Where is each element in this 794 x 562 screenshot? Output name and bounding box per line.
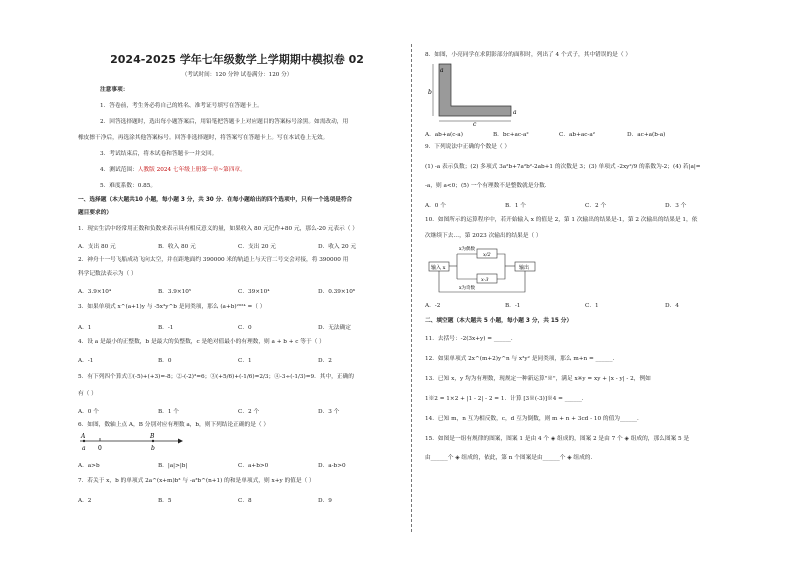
label-zero: 0 [98,445,102,452]
q14-text: 14．已知 m，n 互为相反数，c，d 互为倒数，则 m + n + 3cd - 10 的值为______． [425,416,643,422]
q1-text: 1．现实生活中经常用正数和负数来表示具有相反意义的量，如果收入 80 元记作+80 元，那么-20 元表示（ ） [78,226,358,232]
q6-option-a: A．a>b [78,463,100,469]
q3-option-b: B．-1 [158,325,174,331]
q8-option-b: B．bc+ac-a² [493,132,529,138]
q8-option-c: C．ab+ac-a² [559,132,596,138]
test-scope: 人教版 2024 七年级上册第一章~第四章。 [137,167,246,173]
q3-option-c: C．0 [238,325,252,331]
q5-option-c: C．2 个 [238,409,260,415]
label-a: a [82,445,86,452]
q1-option-a: A．支出 80 元 [78,244,116,250]
q10-text-2: 次继续下去…，第 2023 次输出的结果是（ ） [425,233,542,239]
point-a [83,440,85,442]
q1-option-d: D．收入 20 元 [318,244,357,250]
section2-heading: 二、填空题（本大题共 5 小题，每小题 3 分，共 15 分） [425,318,573,324]
q8-option-d: D．ac+a(b-a) [627,132,666,138]
note-1: 1．答卷前，考生务必将自己的姓名、准考证号填写在答题卡上。 [100,103,263,109]
q4-option-c: C．1 [238,358,252,364]
q3-option-a: A．1 [78,325,92,331]
section1-heading-1: 一、选择题（本大题共10 小题，每小题 3 分，共 30 分．在每小题给出的四个选项中，只有一个选项是符合 [78,197,353,203]
number-line-figure [78,431,188,455]
note-3: 3．考试结束后，将本试卷和答题卡一并交回。 [100,151,218,157]
q10-text-1: 10．如图所示的运算程序中，若开始输入 x 的值是 2，第 1 次输出的结果是-1，第 2 次输出的结果是 1，依 [425,217,698,223]
q4-options [78,355,332,364]
column-divider [411,44,412,532]
note-4-prefix: 4．测试范围： [100,167,138,173]
q9-option-b: B．1 个 [505,203,526,209]
q5-text-2: 有（ ） [78,391,97,397]
q4-option-a: A．-1 [78,358,94,364]
q13-text-2: 1※2 = 1×2 + |1 - 2| - 2 = 1．计算 [3※(-3)]※4 = ______． [425,396,588,402]
q10-option-d: D．4 [665,303,679,309]
q8-text: 8．如图，小亮同学在求阴影部分的面积时，列出了 4 个式子，其中错误的是（ ） [425,52,632,58]
q7-option-a: A．2 [78,498,92,504]
output-label: 输出 [519,265,530,271]
note-2a: 2．回答选择题时，选出每小题答案后，用铅笔把答题卡上对应题目的答案标号涂黑。如需改动，用 [100,119,349,125]
flowchart-figure [427,244,542,294]
q3-option-d: D．无法确定 [318,325,351,331]
input-label: 输入 x [431,265,446,271]
q9-text-1: 9．下列说法中正确的个数是（ ） [425,144,511,150]
q3-text: 3．如果单项式 x^(a+1)y 与 -5x³y^b 是同类项，那么 (a+b)²⁰²⁴ =（ ） [78,304,266,310]
dim-a-right: a [513,109,517,116]
q10-option-a: A．-2 [425,303,441,309]
q2-options [78,286,355,295]
q9-options [425,200,686,209]
q10-options [425,300,679,309]
q11-text: 11．去括号：-2(3x+y) = ______． [425,336,517,342]
q15-text-2: 由______个 ◈ 组成的，依此，第 n 个图案是由______个 ◈ 组成的． [425,455,597,461]
q1-options [78,241,356,250]
q7-option-b: B．5 [158,498,172,504]
q1-option-c: C．支出 20 元 [238,244,276,250]
notes-heading: 注意事项： [100,87,129,93]
halve-label: x/2 [483,252,491,258]
q9-option-c: C．2 个 [585,203,607,209]
q5-options [78,406,339,415]
minus-three-label: x-3 [481,277,489,283]
q12-text: 12．如果单项式 2x^(m+2)y^n 与 x³y² 是同类项，那么 m+n = ______． [425,356,619,362]
q4-option-d: D．2 [318,358,332,364]
q6-option-d: D．a-b>0 [318,463,346,469]
q5-text-1: 5．有下列四个算式①(-5)+(+3)=-8；②-(-2)³=6；③(+5/6)+(-1/6)=2/3；④-3÷(-1/3)=9．其中，正确的 [78,374,354,380]
q6-option-c: C．a+b>0 [238,463,269,469]
section1-heading-2: 题目要求的） [78,210,113,216]
q15-text-1: 15．如图是一组有规律的图案，图案 1 是由 4 个 ◈ 组成的，图案 2 是由 7 个 ◈ 组成的，那么图案 5 是 [425,436,690,442]
q5-option-b: B．1 个 [158,409,179,415]
q10-option-b: B．-1 [505,303,521,309]
q6-text: 6．如图，数轴上点 A，B 分别对应有理数 a，b，则下列结论正确的是（ ） [78,422,270,428]
q13-text-1: 13．已知 x，y 均为有理数，现规定一种新运算"※"，满足 x※y = xy + |x - y| - 2，例如 [425,376,651,382]
q10-option-c: C．1 [585,303,599,309]
q6-options [78,460,346,469]
dim-a-top: a [440,67,444,74]
exam-subtitle: （考试时间：120 分钟 试卷满分：120 分） [181,72,293,78]
right-column [425,0,770,562]
q2-option-b: B．3.9×10⁵ [158,289,192,295]
q6-option-b: B．|a|>|b| [158,463,188,469]
number-line-arrow [178,439,183,444]
q7-option-d: D．9 [318,498,332,504]
q7-option-c: C．8 [238,498,252,504]
q9-option-a: A．0 个 [425,203,446,209]
l-shape-figure [427,62,519,126]
label-b: b [151,445,155,452]
merge-line [497,254,505,279]
label-A: A [81,433,86,440]
odd-label: x为奇数 [459,286,476,291]
q2-text-1: 2．神舟十一号飞船成功飞向太空，并在距地面约 390000 米的轨道上与天宫二号交会对接，将 390000 用 [78,257,349,263]
q4-option-b: B．0 [158,358,172,364]
dim-b: b [428,89,432,96]
q7-options [78,495,332,504]
q5-option-d: D．3 个 [318,409,340,415]
label-B: B [150,433,155,440]
q5-option-a: A．0 个 [78,409,99,415]
q2-option-d: D．0.39×10⁶ [318,289,356,295]
note-5: 5．难度系数：0.85。 [100,183,157,189]
q4-text: 4．设 a 是最小的正整数，b 是最大的负整数，c 是绝对值最小的有理数，则 a + b + c 等于（ ） [78,339,325,345]
q7-text: 7．若关于 x，b 的单项式 2a^(x+m)b³ 与 -a³b^(n+1) 的和是单项式，则 x+y 的值是（ ） [78,478,315,484]
dim-c: c [473,121,477,126]
q2-option-c: C．39×10⁴ [238,289,270,295]
even-label: x为偶数 [459,247,476,252]
q1-option-b: B．收入 80 元 [158,244,196,250]
q8-options [425,129,665,138]
note-2b: 橡皮擦干净后，再选涂其他答案标号。回答非选择题时，将答案写在答题卡上。写在本试卷上无效。 [78,135,329,141]
q2-text-2: 科学记数法表示为（ ） [78,271,137,277]
q9-text-3: -a，则 a<0；(5) 一个有理数不是整数就是分数． [425,183,551,189]
q8-option-a: A．ab+a(c-a) [425,132,463,138]
note-4 [100,167,246,174]
left-column [78,0,396,562]
q9-option-d: D．3 个 [665,203,687,209]
q2-option-a: A．3.9×10⁴ [78,289,112,295]
point-b [152,440,154,442]
exam-title: 2024-2025 学年七年级数学上学期期中模拟卷 02 [110,53,364,66]
q9-text-2: (1) -a 表示负数；(2) 多项式 3a²b+7a²b²-2ab+1 的次数是 3；(3) 单项式 -2xy²/9 的系数为-2；(4) 若|a|= [425,164,701,170]
q3-options [78,322,351,331]
l-shape [439,64,511,116]
